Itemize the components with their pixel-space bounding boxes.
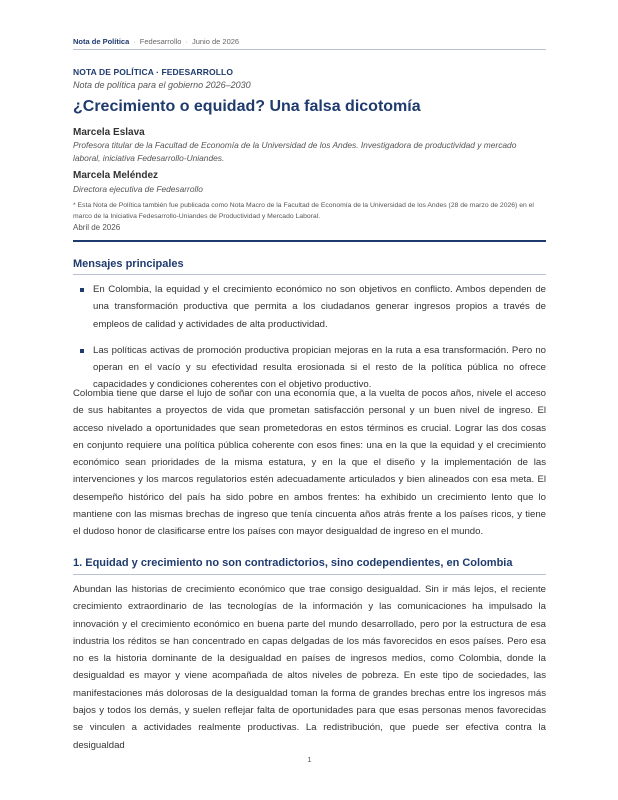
document-page <box>73 0 546 800</box>
author-name: Marcela Eslava <box>73 127 145 138</box>
running-head <box>73 37 546 46</box>
key-message-text: En Colombia, la equidad y el crecimiento económico no son objetivos en conflicto. Ambos dependen de una transformación productiva que permita a los ciudadanos generar ingresos propios a través de empleos de calidad y actividades de alta productividad. <box>93 284 546 330</box>
series-subtitle: Nota de política para el gobierno 2026–2030 <box>73 80 251 90</box>
title-block-rule <box>73 240 546 242</box>
series-label: NOTA DE POLÍTICA · FEDESARROLLO <box>73 67 234 77</box>
body-paragraph: Abundan las historias de crecimiento económico que trae consigo desigualdad. Sin ir más lejos, el reciente crecimiento extraordinario de las tecnologías de la información y las comunicaciones ha impulsado la innovación y el crecimiento económico en buena parte del mundo desarrollado, pero por la estructura de esa industria los réditos se han concentrado en capas delgadas de los más favorecidos en esos países. Pero esa no es la historia dominante de la desigualdad en países de ingresos medios, como Colombia, donde la desigualdad es mayor y viene acompañada de altos niveles de pobreza. En este tipo de sociedades, las manifestaciones más dolorosas de la desigualdad toman la forma de grandes brechas entre los ingresos más bajos y todos los demás, y suelen reflejar falta de oportunidades para que esas personas menos favorecidas se vinculen a actividades realmente productivas. La redistribución, que puede ser efectiva contra la desigualdad <box>73 584 546 751</box>
section-heading: 1. Equidad y crecimiento no son contradictorios, sino codependientes, en Colombia <box>73 557 513 569</box>
author-name: Marcela Meléndez <box>73 170 159 181</box>
header-rule <box>73 49 546 50</box>
separator-dot: · <box>185 37 188 46</box>
section-rule <box>73 574 546 575</box>
key-messages-heading: Mensajes principales <box>73 258 184 270</box>
page-number: 1 <box>307 755 312 764</box>
square-bullet-icon <box>80 349 84 353</box>
author-affiliation: Profesora titular de la Facultad de Economía de la Universidad de los Andes. Investigadora de productividad y mercado laboral, iniciativa Fedesarrollo-Uniandes. <box>73 140 517 163</box>
publication-footnote: * Esta Nota de Política también fue publicada como Nota Macro de la Facultad de Economía de la Universidad de los Andes (28 de marzo de 2026) en el marco de la Iniciativa Fedesarrollo-Uniandes de Productividad y Mercado Laboral. <box>73 202 534 220</box>
section-rule <box>73 274 546 275</box>
running-head-org: Fedesarrollo <box>139 37 182 46</box>
document-title: ¿Crecimiento o equidad? Una falsa dicotomía <box>73 98 421 115</box>
square-bullet-icon <box>80 288 84 292</box>
running-head-brand: Nota de Política <box>73 37 130 46</box>
key-message-text: Las políticas activas de promoción productiva propician mejoras en la ruta a esa transformación. Pero no operan en el vacío y su efectividad resulta erosionada si el resto de la política pública no ofrece capacidades y condiciones coherentes con el objetivo productivo. <box>93 344 546 391</box>
separator-dot: · <box>133 37 136 46</box>
list-item <box>80 281 546 333</box>
publication-date: Abril de 2026 <box>73 223 121 232</box>
intro-paragraph: Colombia tiene que darse el lujo de soñar con una economía que, a la vuelta de pocos años, nivele el acceso de sus habitantes a proyectos de vida que prometan satisfacción personal y un buen nivel de ingreso. El acceso nivelado a oportunidades que sean prometedoras en estos términos es crucial. Lograr las dos cosas en conjunto requiere una política pública coherente con esos fines: una en la que la equidad y el crecimiento económico sean prioridades de la misma estatura, y en la que el diseño y la implementación de las intervenciones y los marcos regulatorios estén adecuadamente articulados y bien alineados con esa meta. El desempeño histórico del país ha sido pobre en ambos frentes: ha exhibido un crecimiento lento que lo mantiene con las mismas brechas de ingreso que tenía cincuenta años atrás frente a los países ricos, y tiene el dudoso honor de clasificarse entre los países con mayor desigualdad de ingreso en el mundo. <box>73 388 546 538</box>
author-affiliation: Directora ejecutiva de Fedesarrollo <box>73 184 203 194</box>
running-head-date: Junio de 2026 <box>191 37 240 46</box>
